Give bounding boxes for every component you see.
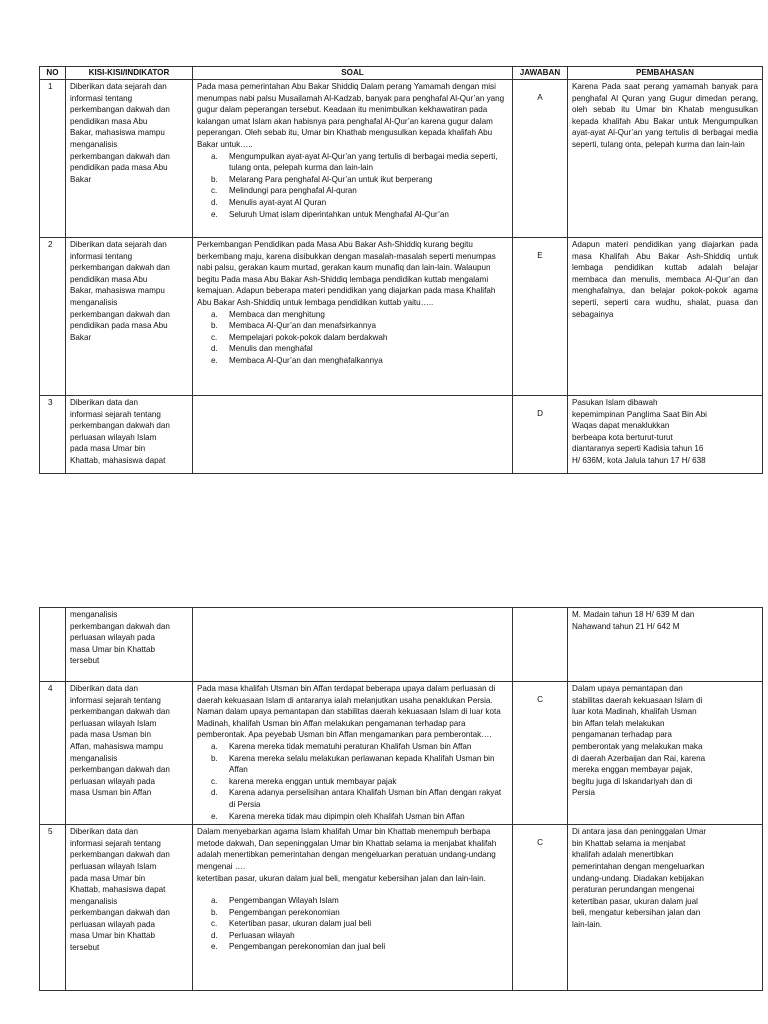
options-list bbox=[197, 741, 508, 822]
option-item bbox=[197, 332, 508, 344]
answer-letter: C bbox=[537, 838, 543, 848]
option-text: Ketertiban pasar, ukuran dalam jual beli bbox=[229, 919, 372, 929]
option-text: Karena mereka tidak mematuhi peraturan Khalifah Usman bin Affan bbox=[229, 741, 472, 751]
row-number: 5 bbox=[40, 825, 66, 991]
row-indicator: Diberikan data sejarah dan informasi tentang perkembangan dakwah dan pendidikan masa Abu Bakar, mahasiswa mampu menganalisis perkembangan dakwah dan pendidikan pada masa Abu Bakar bbox=[66, 80, 193, 238]
row-number bbox=[40, 608, 66, 682]
row-answer bbox=[513, 608, 568, 682]
option-text: Pengembangan Wilayah Islam bbox=[229, 896, 339, 906]
option-item bbox=[197, 174, 508, 186]
option-letter: e. bbox=[211, 355, 218, 365]
option-text: Membaca Al-Qur’an dan menghafalkannya bbox=[229, 355, 383, 365]
option-item bbox=[197, 941, 508, 953]
option-item bbox=[197, 209, 508, 221]
table-row bbox=[40, 825, 763, 991]
option-letter: d. bbox=[211, 930, 218, 940]
option-item bbox=[197, 309, 508, 321]
option-letter: d. bbox=[211, 197, 218, 207]
header-discussion: PEMBAHASAN bbox=[568, 67, 763, 80]
row-discussion: Pasukan Islam dibawah kepemimpinan Panglima Saat Bin Abi Waqas dapat menaklukkan berbeapa kota berturut-turut diantaranya seperti Kadisia tahun 16 H/ 636M, kota Jalula tahun 17 H/ 638 bbox=[568, 396, 763, 474]
option-letter: c. bbox=[211, 186, 218, 196]
row-discussion: Di antara jasa dan peninggalan Umar bin Khattab selama ia menjabat khalifah adalah menertibkan pemerintahan dengan mengeluarkan undang-undang. Diadakan kebijakan peraturan perundangan mengenai ketertiban pasar, ukuran dalam jual beli, mengatur kebersihan jalan dan lain-lain. bbox=[568, 825, 763, 991]
option-item bbox=[197, 151, 508, 174]
option-letter: d. bbox=[211, 788, 218, 798]
question-table-page-1 bbox=[39, 66, 763, 474]
option-text: Pengembangan perekonomian dan jual beli bbox=[229, 942, 386, 952]
option-text: Menulis ayat-ayat Al Quran bbox=[229, 197, 327, 207]
option-text: Mempelajari pokok-pokok dalam berdakwah bbox=[229, 332, 388, 342]
option-item bbox=[197, 741, 508, 753]
option-text: Membaca Al-Qur’an dan menafsirkannya bbox=[229, 321, 376, 331]
option-letter: a. bbox=[211, 151, 218, 161]
option-letter: c. bbox=[211, 776, 218, 786]
row-question-cell bbox=[193, 682, 513, 825]
option-letter: b. bbox=[211, 321, 218, 331]
table-row bbox=[40, 682, 763, 825]
option-letter: e. bbox=[211, 209, 218, 219]
option-item bbox=[197, 320, 508, 332]
row-answer bbox=[513, 238, 568, 396]
row-answer bbox=[513, 825, 568, 991]
option-text: Membaca dan menghitung bbox=[229, 309, 325, 319]
option-item bbox=[197, 918, 508, 930]
option-item bbox=[197, 930, 508, 942]
option-letter: a. bbox=[211, 741, 218, 751]
table-header-row bbox=[40, 67, 763, 80]
row-question-cell bbox=[193, 608, 513, 682]
row-number: 3 bbox=[40, 396, 66, 474]
option-letter: e. bbox=[211, 811, 218, 821]
option-letter: c. bbox=[211, 332, 218, 342]
row-question-cell bbox=[193, 238, 513, 396]
row-question-cell bbox=[193, 396, 513, 474]
option-item bbox=[197, 787, 508, 810]
table-row-continuation bbox=[40, 608, 763, 682]
option-item bbox=[197, 753, 508, 776]
table-row bbox=[40, 80, 763, 238]
table-row bbox=[40, 396, 763, 474]
question-text: Dalam menyebarkan agama Islam khalifah Umar bin Khattab menempuh berbapa metode dakwah, Dan sepeninggalan Umar bin Khattab selama ia menjabat khalifah adalah menertibkan pemerintahan dengan mengeluarkan peratuan undang-undang mengenai …. ketertiban pasar, ukuran dalam jual beli, mengatur kebersihan jalan dan lain-lain. bbox=[197, 827, 497, 883]
row-question-cell bbox=[193, 80, 513, 238]
option-item bbox=[197, 185, 508, 197]
row-question-cell bbox=[193, 825, 513, 991]
row-discussion: Karena Pada saat perang yamamah banyak para penghafal Al Quran yang Gugur dimedan perang, oleh sebab itu Umar bin Khatab mengusulkan kepada khalifah Abu Bakar untuk Mengumpulkan ayat-ayat Al-Qur’an yang tertulis di berbagai media seperti, tulang onta, pelepah kurma dan lain-lain bbox=[568, 80, 763, 238]
options-list bbox=[197, 309, 508, 367]
row-indicator: Diberikan data dan informasi sejarah tentang perkembangan dakwah dan perluasan wilayah Islam pada masa Usman bin Affan, mahasiswa mampu menganalisis perkembangan dakwah dan perluasan wilayah pada masa Usman bin Affan bbox=[66, 682, 193, 825]
row-indicator: menganalisis perkembangan dakwah dan perluasan wilayah pada masa Umar bin Khattab tersebut bbox=[66, 608, 193, 682]
option-letter: b. bbox=[211, 753, 218, 763]
option-text: Melindungi para penghafal Al-quran bbox=[229, 186, 357, 196]
option-item bbox=[197, 776, 508, 788]
row-answer bbox=[513, 396, 568, 474]
answer-letter: D bbox=[537, 409, 543, 418]
option-text: Perluasan wilayah bbox=[229, 930, 295, 940]
option-text: Mengumpulkan ayat-ayat Al-Qur’an yang tertulis di berbagai media seperti, tulang onta, pelepah kurma dan lain-lain bbox=[229, 151, 498, 173]
header-answer: JAWABAN bbox=[513, 67, 568, 80]
option-item bbox=[197, 811, 508, 823]
row-answer bbox=[513, 80, 568, 238]
answer-letter: C bbox=[537, 695, 543, 704]
row-discussion: Adapun materi pendidikan yang diajarkan pada masa Khalifah Abu Bakar Ash-Shiddiq untuk lembaga pendidikan kuttab adalah belajar membaca dan menulis, membaca Al-Qur’an dan menghafalnya, dan belajar pokok-pokok agama seperti, seperti cara wudhu, shalat, puasa dan sebagainya bbox=[568, 238, 763, 396]
option-text: karena mereka enggan untuk membayar pajak bbox=[229, 776, 397, 786]
option-letter: b. bbox=[211, 174, 218, 184]
row-indicator: Diberikan data dan informasi sejarah tentang perkembangan dakwah dan perluasan wilayah Islam pada masa Umar bin Khattab, mahasiswa dapat menganalisis perkembangan dakwah dan perluasan wilayah pada masa Umar bin Khattab tersebut bbox=[66, 825, 193, 991]
option-item bbox=[197, 343, 508, 355]
row-answer bbox=[513, 682, 568, 825]
option-letter: e. bbox=[211, 942, 218, 952]
option-letter: c. bbox=[211, 919, 218, 929]
options-list bbox=[197, 151, 508, 221]
row-discussion: Dalam upaya pemantapan dan stabilitas daerah kekuasaan Islam di luar kota Madinah, khalifah Usman bin Affan telah melakukan pengamanan terhadap para pemberontak yang melakukan maka di daerah Azerbaijan dan Rai, karena mereka enggan membayar pajak, begitu juga di Iskandariyah dan di Persia bbox=[568, 682, 763, 825]
option-item bbox=[197, 895, 508, 907]
option-text: Melarang Para penghafal Al-Qur’an untuk ikut berperang bbox=[229, 174, 433, 184]
page-1 bbox=[39, 66, 762, 474]
question-text: Perkembangan Pendidikan pada Masa Abu Bakar Ash-Shiddiq kurang begitu berkembang maju, karena disibukkan dengan masalah-masalah seperti menumpas nabi palsu, gerakan kaum murtad, gerakan kaum munafiq dan lain-lain. Walaupun begitu Pada masa Abu Bakar Ash-Shiddiq lembaga pendidikan kuttab mengalami kemajuan. Adapun beberapa materi pendidikan yang diajarkan pada masa Khalifah Abu Bakar Ash-Shiddiq untuk lembaga pendidikan kuttab yaitu….. bbox=[197, 240, 496, 307]
option-letter: b. bbox=[211, 907, 218, 917]
answer-letter: E bbox=[537, 251, 543, 260]
option-letter: d. bbox=[211, 344, 218, 354]
option-letter: a. bbox=[211, 309, 218, 319]
table-row bbox=[40, 238, 763, 396]
row-number: 4 bbox=[40, 682, 66, 825]
option-item bbox=[197, 907, 508, 919]
options-list bbox=[197, 895, 508, 953]
row-number: 1 bbox=[40, 80, 66, 238]
option-letter: a. bbox=[211, 896, 218, 906]
question-text: Pada masa pemerintahan Abu Bakar Shiddiq Dalam perang Yamamah dengan misi menumpas nabi palsu Musailamah Al-Kadzab, banyak para penghafal Al-Qur’an yang gugur dalam peperangan tersebut. Keadaan itu menimbulkan kekhawatiran pada kalangan umat Islam akan habisnya para penghafal Al-Qur’an karena gugur dalam peperangan. Oleh sebab itu, Umar bin Khathab mengusulkan kepada khalifah Abu Bakar untuk….. bbox=[197, 82, 505, 149]
answer-letter: A bbox=[537, 93, 543, 102]
option-text: Seluruh Umat islam diperintahkan untuk Menghafal Al-Qur’an bbox=[229, 209, 449, 219]
option-item bbox=[197, 197, 508, 209]
question-text: Pada masa khalifah Utsman bin Affan terdapat beberapa upaya dalam perluasan di daerah kekuasaan Islam di antaranya ialah melanjutkan usaha penaklukan Persia. Naman dalam upaya pemantapan dan stabilitas daerah kekuasaan Islam di luar kota Madinah, khalifah Usman bin Affan melakukan pengamanan terhadap para pemberontak. Apa peyebab Usman bin Affan mengamankan para pemberontak…. bbox=[197, 684, 501, 740]
row-indicator: Diberikan data sejarah dan informasi tentang perkembangan dakwah dan pendidikan masa Abu Bakar, mahasiswa mampu menganalisis perkembangan dakwah dan pendidikan pada masa Abu Bakar bbox=[66, 238, 193, 396]
option-text: Karena adanya perselisihan antara Khalifah Usman bin Affan dengan rakyat di Persia bbox=[229, 788, 502, 809]
question-table-page-2 bbox=[39, 607, 763, 991]
header-no: NO bbox=[40, 67, 66, 80]
row-indicator: Diberikan data dan informasi sejarah tentang perkembangan dakwah dan perluasan wilayah Islam pada masa Umar bin Khattab, mahasiswa dapat bbox=[66, 396, 193, 474]
row-discussion: M. Madain tahun 18 H/ 639 M dan Nahawand tahun 21 H/ 642 M bbox=[568, 608, 763, 682]
row-number: 2 bbox=[40, 238, 66, 396]
option-text: Karena mereka selalu melakukan perlawanan kepada Khalifah Usman bin Affan bbox=[229, 753, 495, 775]
page-2 bbox=[39, 607, 762, 991]
option-item bbox=[197, 355, 508, 367]
header-question: SOAL bbox=[193, 67, 513, 80]
option-text: Karena mereka tidak mau dipimpin oleh Khalifah Usman bin Affan bbox=[229, 811, 465, 821]
option-text: Menulis dan menghafal bbox=[229, 344, 313, 354]
option-text: Pengembangan perekonomian bbox=[229, 907, 340, 917]
header-indicator: KISI-KISI/INDIKATOR bbox=[66, 67, 193, 80]
